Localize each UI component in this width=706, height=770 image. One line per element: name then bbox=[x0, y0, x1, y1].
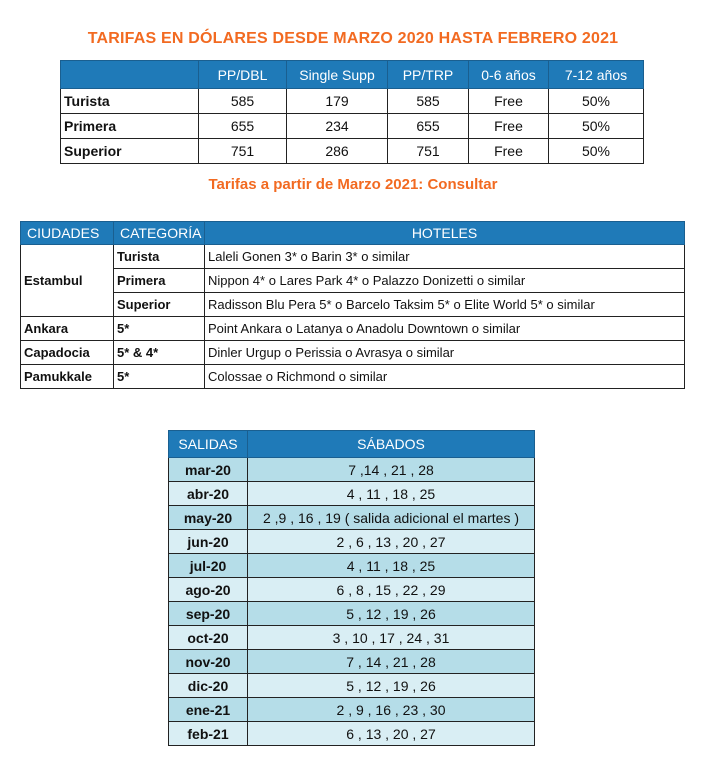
departure-days: 7 ,14 , 21 , 28 bbox=[248, 458, 535, 482]
table-row bbox=[169, 674, 535, 698]
table-row bbox=[61, 139, 644, 164]
hotel-city: Ankara bbox=[21, 317, 114, 341]
rate-value: 655 bbox=[388, 114, 469, 139]
rates-header-corner bbox=[61, 61, 199, 89]
rates-table bbox=[60, 60, 644, 164]
departure-days: 2 , 6 , 13 , 20 , 27 bbox=[248, 530, 535, 554]
hotel-city: Capadocia bbox=[21, 341, 114, 365]
departure-days: 5 , 12 , 19 , 26 bbox=[248, 674, 535, 698]
rate-value: 585 bbox=[388, 89, 469, 114]
rate-value: 751 bbox=[199, 139, 287, 164]
rate-value: 751 bbox=[388, 139, 469, 164]
departure-days: 2 ,9 , 16 , 19 ( salida adicional el martes ) bbox=[248, 506, 535, 530]
hotels-table bbox=[20, 221, 685, 389]
departure-month: jun-20 bbox=[169, 530, 248, 554]
hotel-names: Laleli Gonen 3* o Barin 3* o similar bbox=[205, 245, 685, 269]
departure-month: mar-20 bbox=[169, 458, 248, 482]
departures-header-row bbox=[169, 431, 535, 458]
rates-subtitle: Tarifas a partir de Marzo 2021: Consultar bbox=[208, 176, 498, 193]
table-row bbox=[21, 269, 685, 293]
table-row bbox=[169, 626, 535, 650]
rates-header-cell: 0-6 años bbox=[469, 61, 549, 89]
departure-days: 2 , 9 , 16 , 23 , 30 bbox=[248, 698, 535, 722]
table-row bbox=[169, 530, 535, 554]
table-row bbox=[21, 293, 685, 317]
table-row bbox=[61, 114, 644, 139]
departures-table bbox=[168, 430, 535, 746]
rates-title: TARIFAS EN DÓLARES DESDE MARZO 2020 HASTA FEBRERO 2021 bbox=[87, 30, 619, 47]
table-row bbox=[21, 245, 685, 269]
table-row bbox=[169, 554, 535, 578]
departure-month: feb-21 bbox=[169, 722, 248, 746]
table-row bbox=[169, 578, 535, 602]
rate-value: Free bbox=[469, 139, 549, 164]
rate-value: 655 bbox=[199, 114, 287, 139]
departures-header-month: SALIDAS bbox=[169, 431, 248, 458]
hotels-header-hotels: HOTELES bbox=[205, 222, 685, 245]
departure-month: oct-20 bbox=[169, 626, 248, 650]
departure-days: 6 , 13 , 20 , 27 bbox=[248, 722, 535, 746]
departure-month: may-20 bbox=[169, 506, 248, 530]
departure-month: abr-20 bbox=[169, 482, 248, 506]
rate-value: 585 bbox=[199, 89, 287, 114]
table-row bbox=[169, 698, 535, 722]
rates-header-cell: Single Supp bbox=[287, 61, 388, 89]
departure-month: ago-20 bbox=[169, 578, 248, 602]
table-row bbox=[169, 482, 535, 506]
table-row bbox=[169, 602, 535, 626]
table-row bbox=[21, 365, 685, 389]
rate-category: Superior bbox=[61, 139, 199, 164]
table-row bbox=[169, 506, 535, 530]
departure-days: 4 , 11 , 18 , 25 bbox=[248, 554, 535, 578]
hotel-category: Turista bbox=[114, 245, 205, 269]
hotel-category: Superior bbox=[114, 293, 205, 317]
hotels-header-city: CIUDADES bbox=[21, 222, 114, 245]
hotel-names: Colossae o Richmond o similar bbox=[205, 365, 685, 389]
hotel-names: Dinler Urgup o Perissia o Avrasya o similar bbox=[205, 341, 685, 365]
departure-days: 4 , 11 , 18 , 25 bbox=[248, 482, 535, 506]
table-row bbox=[169, 722, 535, 746]
departure-days: 3 , 10 , 17 , 24 , 31 bbox=[248, 626, 535, 650]
table-row bbox=[21, 341, 685, 365]
rate-category: Primera bbox=[61, 114, 199, 139]
departure-month: nov-20 bbox=[169, 650, 248, 674]
departure-month: jul-20 bbox=[169, 554, 248, 578]
departure-month: ene-21 bbox=[169, 698, 248, 722]
rate-value: 50% bbox=[549, 114, 644, 139]
departure-days: 6 , 8 , 15 , 22 , 29 bbox=[248, 578, 535, 602]
rate-value: Free bbox=[469, 114, 549, 139]
table-row bbox=[61, 89, 644, 114]
table-row bbox=[169, 458, 535, 482]
rates-header-row bbox=[61, 61, 644, 89]
hotel-category: 5* bbox=[114, 365, 205, 389]
departure-days: 5 , 12 , 19 , 26 bbox=[248, 602, 535, 626]
rate-category: Turista bbox=[61, 89, 199, 114]
rates-header-cell: PP/TRP bbox=[388, 61, 469, 89]
departure-days: 7 , 14 , 21 , 28 bbox=[248, 650, 535, 674]
hotel-category: Primera bbox=[114, 269, 205, 293]
rate-value: 50% bbox=[549, 89, 644, 114]
departures-header-days: SÁBADOS bbox=[248, 431, 535, 458]
hotels-header-category: CATEGORÍA bbox=[114, 222, 205, 245]
table-row bbox=[169, 650, 535, 674]
departure-month: sep-20 bbox=[169, 602, 248, 626]
hotel-names: Point Ankara o Latanya o Anadolu Downtown o similar bbox=[205, 317, 685, 341]
hotel-names: Nippon 4* o Lares Park 4* o Palazzo Donizetti o similar bbox=[205, 269, 685, 293]
hotel-city: Estambul bbox=[21, 245, 114, 317]
rates-header-cell: PP/DBL bbox=[199, 61, 287, 89]
rate-value: 286 bbox=[287, 139, 388, 164]
hotel-city: Pamukkale bbox=[21, 365, 114, 389]
rate-value: Free bbox=[469, 89, 549, 114]
hotel-category: 5* & 4* bbox=[114, 341, 205, 365]
rates-header-cell: 7-12 años bbox=[549, 61, 644, 89]
rate-value: 50% bbox=[549, 139, 644, 164]
departure-month: dic-20 bbox=[169, 674, 248, 698]
hotel-names: Radisson Blu Pera 5* o Barcelo Taksim 5* o Elite World 5* o similar bbox=[205, 293, 685, 317]
rate-value: 234 bbox=[287, 114, 388, 139]
rate-value: 179 bbox=[287, 89, 388, 114]
hotel-category: 5* bbox=[114, 317, 205, 341]
hotels-header-row bbox=[21, 222, 685, 245]
table-row bbox=[21, 317, 685, 341]
